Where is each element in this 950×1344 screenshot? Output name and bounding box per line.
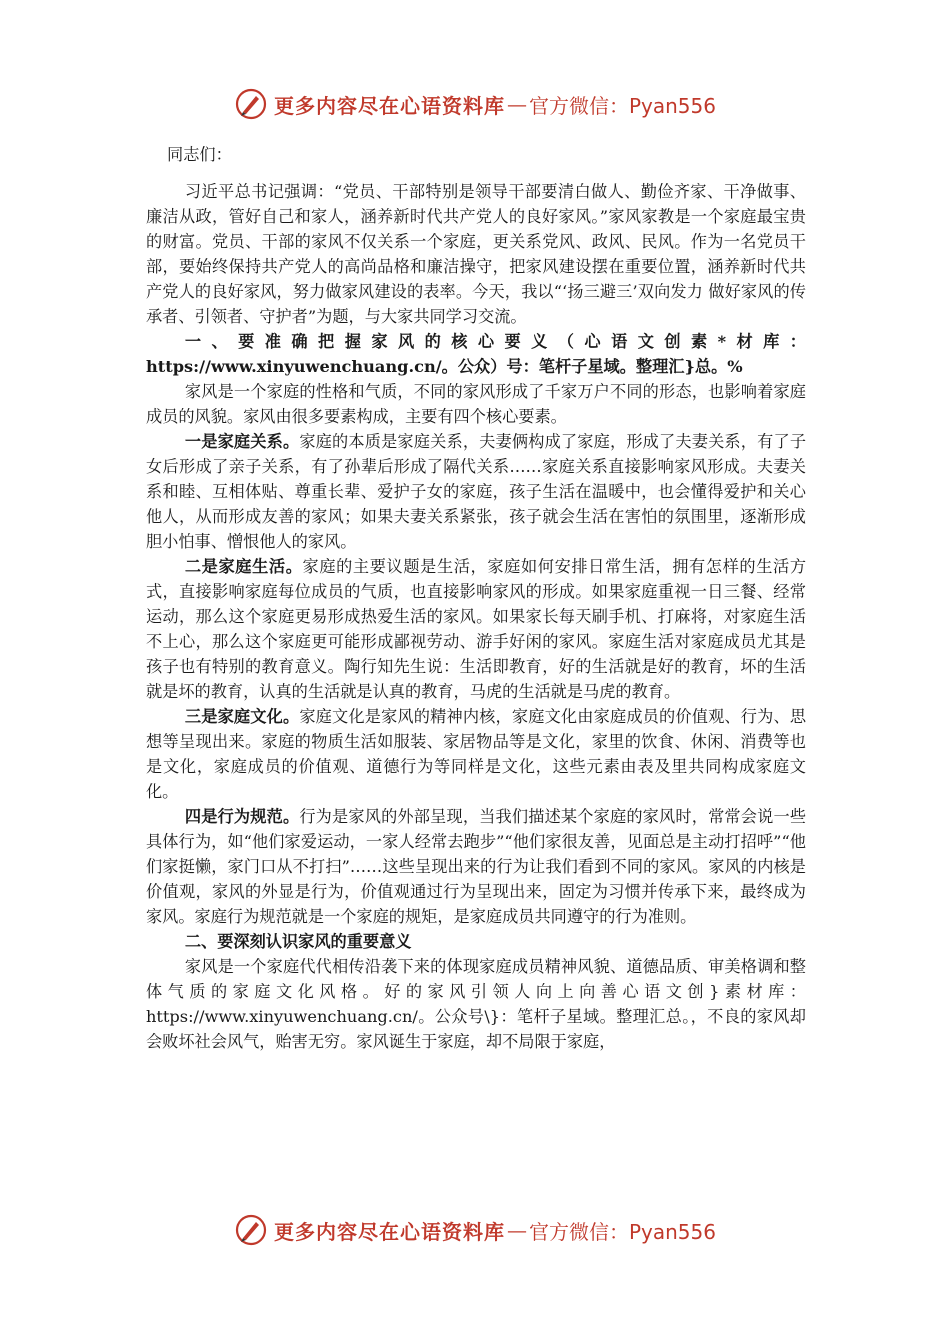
text-behavior-norms: 行为是家风的外部呈现，当我们描述某个家庭的家风时，常常会说一些具体行为，如“他们家爱运动，一家人经常去跑步”“他们家很友善，见面总是主动打招呼”“他们家挺懒，家门口从不打扫”……这些呈现出来的行为让我们看到不同的家风。家风的内核是价值观，家风的外显是行为，价值观通过行为呈现出来，固定为习惯并传承下来，最终成为家风。家庭行为规范就是一个家庭的规矩，是家庭成员共同遵守的行为准则。 [146,807,807,926]
text-family-life: 家庭的主要议题是生活，家庭如何安排日常生活，拥有怎样的生活方式，直接影响家庭每位成员的气质，也直接影响家风的形成。如果家庭重视一日三餐、经常运动，那么这个家庭更易形成热爱生活的家风。如果家长每天刷手机、打麻将，对家庭生活不上心，那么这个家庭更可能形成鄙视劳动、游手好闲的家风。家庭生活对家庭成员尤其是孩子也有特别的教育意义。陶行知先生说：生活即教育，好的生活就是好的教育，坏的生活就是坏的教育，认真的生活就是认真的教育，马虎的生活就是马虎的教育。 [146,557,807,701]
text-family-relations: 家庭的本质是家庭关系，夫妻俩构成了家庭，形成了夫妻关系，有了子女后形成了亲子关系，有了孙辈后形成了隔代关系……家庭关系直接影响家风形成。夫妻关系和睦、互相体贴、尊重长辈、爱护子女的家庭，孩子生活在温暖中，也会懂得爱护和关心他人，从而形成友善的家风；如果夫妻关系紧张，孩子就会生活在害怕的氛围里，逐渐形成胆小怕事、憎恨他人的家风。 [146,432,807,551]
text-family-culture: 家庭文化是家风的精神内核，家庭文化由家庭成员的价值观、行为、思想等呈现出来。家庭的物质生活如服装、家居物品等是文化，家里的饮食、休闲、消费等也是文化，家庭成员的价值观、道德行为等同样是文化，这些元素由表及里共同构成家庭文化。 [146,707,807,801]
document-body [146,142,806,1054]
pen-logo-icon [234,87,268,121]
header-banner [0,82,950,126]
section1-intro: 家风是一个家庭的性格和气质，不同的家风形成了千家万户不同的形态，也影响着家庭成员的风貌。家风由很多要素构成，主要有四个核心要素。 [146,382,806,426]
banner-wechat: 官方微信：Pyan556 [528,93,716,118]
footer-banner [0,1208,950,1252]
banner-wechat: 官方微信：Pyan556 [528,1219,716,1244]
banner-dash: — [506,92,527,116]
lead-behavior-norms: 四是行为规范。 [184,807,300,826]
paragraph-family-life [146,554,806,704]
banner-brand: 更多内容尽在心语资料库 [273,93,505,118]
section2-paragraph: 家风是一个家庭代代相传沿袭下来的体现家庭成员精神风貌、道德品质、审美格调和整体气质的家庭文化风格。好的家风引领人向上向善心语文创}素材库：https://www.xinyuwenchuang.cn/。公众号\}：笔杆子星域。整理汇总。，不良的家风却会败坏社会风气，贻害无穷。家风诞生于家庭，却不局限于家庭， [146,957,806,1051]
paragraph-family-relations [146,429,806,554]
banner-dash: — [506,1218,527,1242]
lead-family-life: 二是家庭生活。 [184,557,303,576]
lead-family-culture: 三是家庭文化。 [184,707,300,726]
intro-paragraph: 习近平总书记强调：“党员、干部特别是领导干部要清白做人、勤俭齐家、干净做事、廉洁从政，管好自己和家人，涵养新时代共产党人的良好家风。”家风家教是一个家庭最宝贵的财富。党员、干部的家风不仅关系一个家庭，更关系党风、政风、民风。作为一名党员干部，要始终保持共产党人的高尚品格和廉洁操守，把家风建设摆在重要位置，涵养新时代共产党人的良好家风，努力做家风建设的表率。今天，我以“‘扬三避三’双向发力 做好家风的传承者、引领者、守护者”为题，与大家共同学习交流。 [146,182,806,326]
greeting: 同志们： [167,145,232,164]
section1-heading: 一、要准确把握家风的核心要义（心语文创素*材库：https://www.xinyuwenchuang.cn/。公众）号：笔杆子星域。整理汇}总。% [146,332,806,376]
banner-brand: 更多内容尽在心语资料库 [273,1219,505,1244]
lead-family-relations: 一是家庭关系。 [184,432,300,451]
section2-heading: 二、要深刻认识家风的重要意义 [184,932,412,951]
pen-logo-icon [234,1213,268,1247]
paragraph-behavior-norms [146,804,806,929]
paragraph-family-culture [146,704,806,804]
